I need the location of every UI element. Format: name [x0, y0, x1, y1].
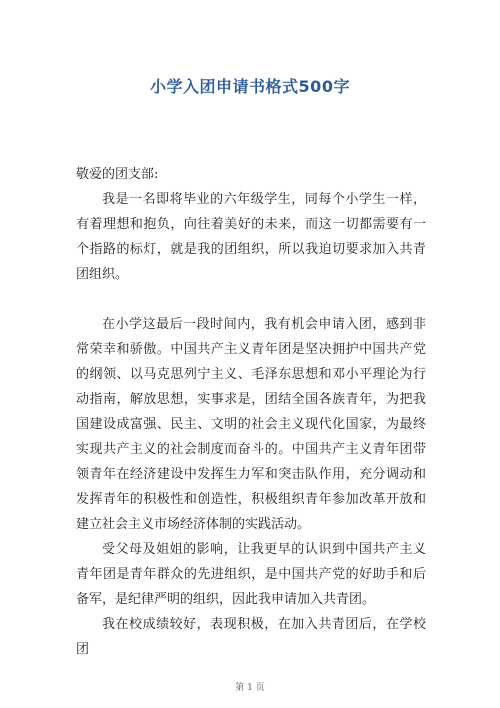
paragraph-1: 我是一名即将毕业的六年级学生，同每个小学生一样，有着理想和抱负，向往着美好的未来，而这一切都需要有一个指路的标灯，就是我的团组织，所以我迫切要求加入共青团组织。	[76, 192, 426, 282]
greeting: 敬爱的团支部:	[76, 167, 159, 182]
page-number: 第 1 页	[235, 683, 265, 693]
paragraph-gap	[76, 287, 426, 312]
paragraph-2: 在小学这最后一段时间内，我有机会申请入团，感到非常荣幸和骄傲。中国共产主义青年团是坚决拥护中国共产党的纲领、以马克思列宁主义、毛泽东思想和邓小平理论为行动指南，解放思想，实事求是，团结全国各族青年，为把我国建设成富强、民主、文明的社会主义现代化国家，为最终实现共产主义的社会制度而奋斗的。中国共产主义青年团带领青年在经济建设中发挥生力军和突击队作用，充分调动和发挥青年的积极性和创造性，积极组织青年参加改革开放和建立社会主义市场经济体制的实践活动。	[76, 317, 426, 532]
paragraph-4: 我在校成绩较好，表现积极，在加入共青团后，在学校团	[76, 617, 426, 657]
document-title: 小学入团申请书格式500字	[150, 77, 350, 96]
document-body	[76, 162, 426, 662]
paragraph-3: 受父母及姐姐的影响，让我更早的认识到中国共产主义青年团是青年群众的先进组织，是中国共产党的好助手和后备军，是纪律严明的组织，因此我申请加入共青团。	[76, 542, 426, 607]
